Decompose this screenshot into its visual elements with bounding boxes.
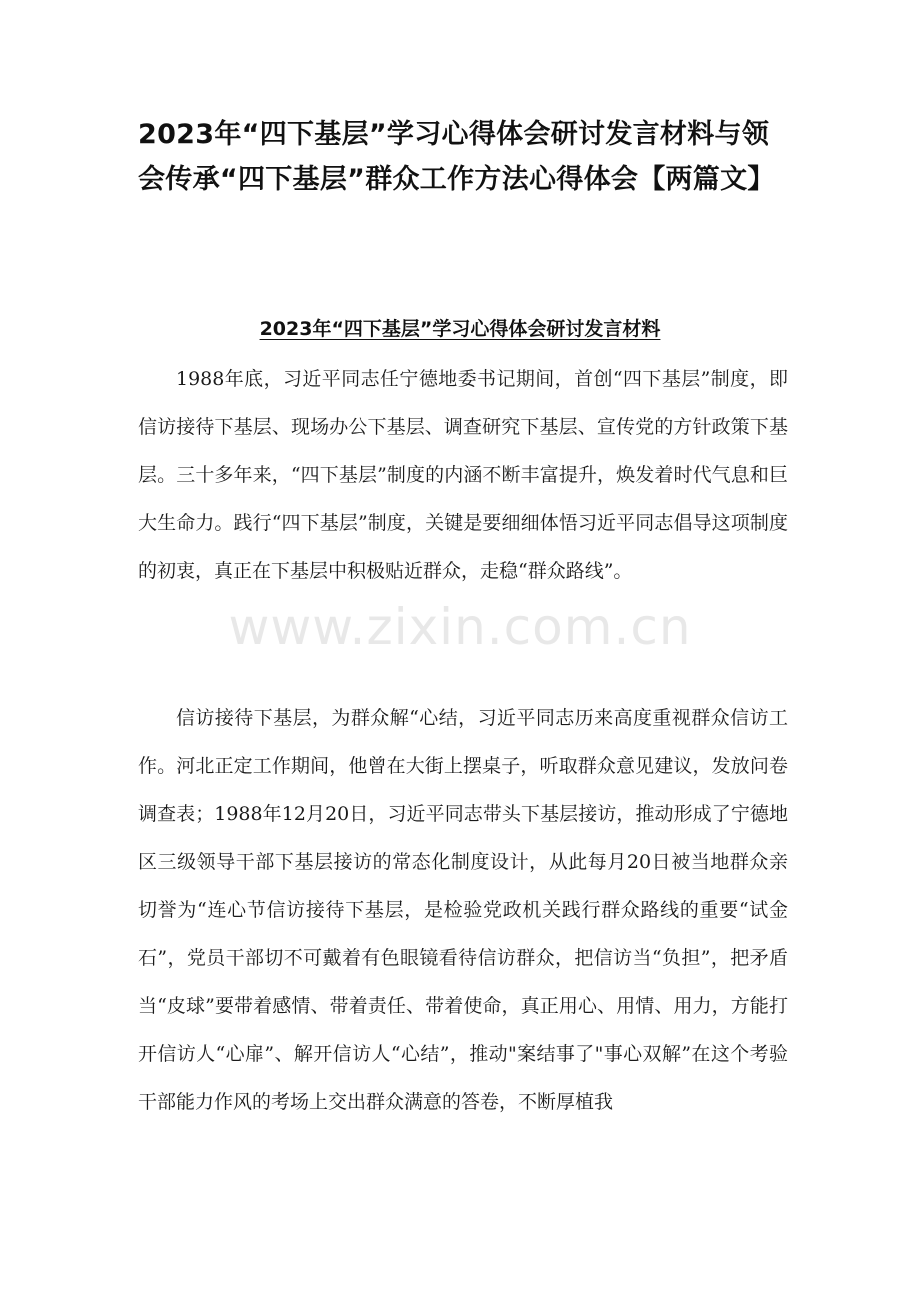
body-paragraph-1: 1988年底，习近平同志任宁德地委书记期间，首创“四下基层”制度，即信访接待下基层、现场办公下基层、调查研究下基层、宣传党的方针政策下基层。三十多年来，“四下基层”制度的内涵不断丰富提升，焕发着时代气息和巨大生命力。践行“四下基层”制度，关键是要细细体悟习近平同志倡导这项制度的初衷，真正在下基层中积极贴近群众，走稳“群众路线”。	[138, 368, 788, 582]
watermark: www.zixin.com.cn	[228, 598, 692, 656]
document-title: 2023年“四下基层”学习心得体会研讨发言材料与领会传承“四下基层”群众工作方法心得体会【两篇文】	[138, 119, 775, 195]
section-title: 2023年“四下基层”学习心得体会研讨发言材料	[259, 318, 661, 340]
body-paragraph-2: 信访接待下基层，为群众解“心结，习近平同志历来高度重视群众信访工作。河北正定工作期间，他曾在大街上摆桌子，听取群众意见建议，发放问卷调查表；1988年12月20日，习近平同志带头下基层接访，推动形成了宁德地区三级领导干部下基层接访的常态化制度设计，从此每月20日被当地群众亲切誉为“连心节信访接待下基层，是检验党政机关践行群众路线的重要“试金石”，党员干部切不可戴着有色眼镜看待信访群众，把信访当“负担”，把矛盾当“皮球”要带着感情、带着责任、带着使命，真正用心、用情、用力，方能打开信访人“心扉”、解开信访人“心结”，推动"案结事了"事心双解”在这个考验干部能力作风的考场上交出群众满意的答卷，不断厚植我	[138, 707, 788, 1113]
